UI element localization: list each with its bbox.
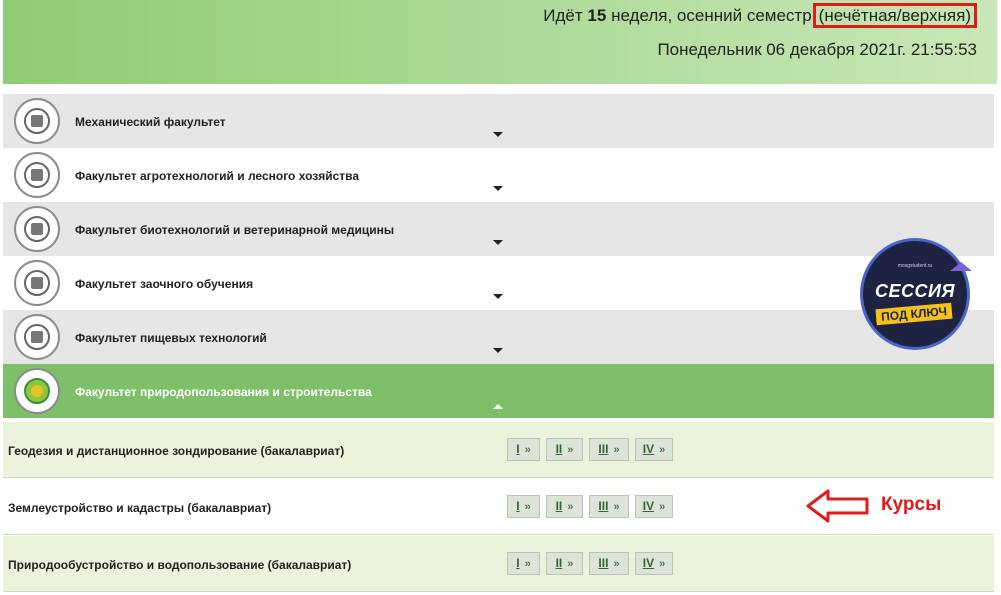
faculty-label: Механический факультет [75,115,226,129]
courses-annotation: Курсы [881,494,942,515]
promo-badge [860,238,970,350]
faculty-emblem-icon [14,152,60,198]
faculty-emblem-icon [14,98,60,144]
faculty-label: Факультет заочного обучения [75,277,254,291]
faculty-biotechnology[interactable] [3,202,994,256]
chevron-up-icon[interactable] [493,404,503,409]
course-3-button[interactable]: III » [589,495,629,518]
program-label: Природообустройство и водопользование (бакалавриат) [8,558,352,572]
program-row [3,536,994,592]
faculty-agrotechnology[interactable] [3,148,994,202]
course-1-button[interactable]: I » [507,495,540,518]
course-4-button[interactable]: IV » [635,438,673,461]
week-parity: (нечётная/верхняя) [813,3,977,28]
faculty-emblem-icon [14,314,60,360]
faculty-emblem-icon [14,368,60,414]
chevron-down-icon[interactable] [493,348,503,353]
faculty-nature-construction[interactable] [3,364,994,418]
course-3-button[interactable]: III » [589,438,629,461]
program-label: Геодезия и дистанционное зондирование (бакалавриат) [8,444,345,458]
faculty-emblem-icon [14,260,60,306]
program-label: Землеустройство и кадастры (бакалавриат) [8,501,272,515]
faculty-food[interactable] [3,310,994,364]
faculty-emblem-icon [14,206,60,252]
arrow-left-icon [806,488,870,524]
course-1-button[interactable]: I » [507,552,540,575]
header-bar [3,0,997,84]
program-row [3,422,994,478]
course-2-button[interactable]: II » [546,438,583,461]
chevron-down-icon[interactable] [493,132,503,137]
week-suffix: неделя, осенний семестр [611,6,812,25]
course-4-button[interactable]: IV » [635,552,673,575]
faculty-mechanical[interactable] [3,94,994,148]
faculty-label: Факультет биотехнологий и ветеринарной медицины [75,223,395,237]
chevron-down-icon[interactable] [493,240,503,245]
chevron-down-icon[interactable] [493,186,503,191]
course-3-button[interactable]: III » [589,552,629,575]
faculty-label: Факультет агротехнологий и лесного хозяйства [75,169,360,183]
week-info [543,6,977,26]
course-2-button[interactable]: II » [546,552,583,575]
week-number: 15 [587,6,607,25]
course-4-button[interactable]: IV » [635,495,673,518]
faculty-label: Факультет природопользования и строительства [75,385,372,399]
badge-url: mosgstudent.ru [897,263,933,269]
badge-subtitle: ПОД КЛЮЧ [875,303,952,326]
graduation-cap-icon [950,262,972,271]
week-prefix: Идёт [543,6,583,25]
chevron-down-icon[interactable] [493,294,503,299]
faculty-label: Факультет пищевых технологий [75,331,267,345]
current-date: Понедельник 06 декабря 2021г. 21:55:53 [657,40,977,59]
course-2-button[interactable]: II » [546,495,583,518]
course-1-button[interactable]: I » [507,438,540,461]
badge-title: СЕССИЯ [874,281,956,301]
faculty-distance[interactable] [3,256,994,310]
